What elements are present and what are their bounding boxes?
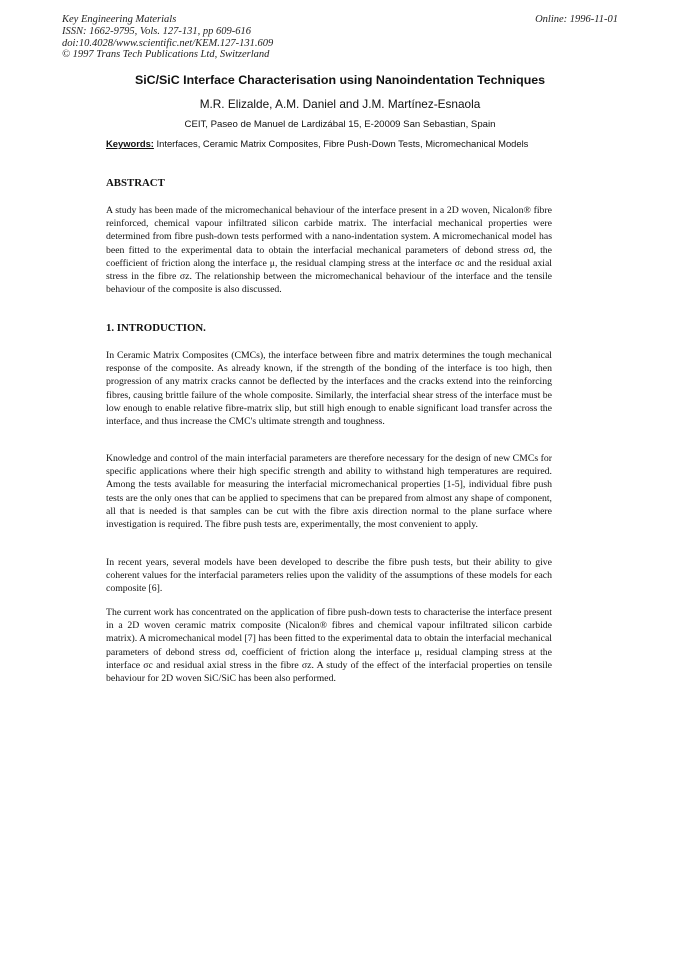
copyright-line: © 1997 Trans Tech Publications Ltd, Switzerland (62, 49, 270, 61)
intro-paragraph-2: Knowledge and control of the main interfacial parameters are therefore necessary for the design of new CMCs for specific applications where their high specific strength and ability to withstand high temperatures are required. Among the tests available for measuring the interfacial micromechanical properties [1-5], individual fibre push tests are the only ones that can be applied to specimens that can be prepared from almost any shape of component, all that is needed is that samples can be cut with the fibre axis direction normal to the plane surface where investigation is required. The fibre push tests are, experimentally, the most convenient to apply. (106, 453, 552, 531)
abstract-text: A study has been made of the micromechanical behaviour of the interface present in a 2D woven, Nicalon® fibre reinforced, chemical vapour infiltrated silicon carbide matrix. The interfacial mechanical properties were determined from fibre push-down tests performed with a nano-indentation system. A micromechanical model has been fitted to the experimental data to obtain the interfacial mechanical parameters of debond stress σd, the coefficient of friction along the interface μ, the residual clamping stress at the interface σc and the residual axial stress in the fibre σz. The relationship between the micromechanical behaviour of the interface and the tensile behaviour of the composite is also discussed. (106, 205, 552, 296)
intro-paragraph-3: In recent years, several models have been developed to describe the fibre push tests, but their ability to give coherent values for the interfacial parameters relies upon the validity of the assumptions of these models for each composite [6]. (106, 557, 552, 595)
introduction-heading: 1. INTRODUCTION. (106, 322, 206, 334)
intro-paragraph-4: The current work has concentrated on the application of fibre push-down tests to characterise the interface present in a 2D woven ceramic matrix composite (Nicalon® fibres and chemical vapour infiltrated silicon carbide matrix). A micromechanical model [7] has been fitted to the experimental data to obtain the interfacial mechanical parameters of debond stress σd, coefficient of friction along the interface μ, residual clamping stress at the interface σc and residual axial stress in the fibre σz. A study of the effect of the interfacial properties on tensile behaviour for 2D woven SiC/SiC has been also performed. (106, 607, 552, 685)
issn-line: ISSN: 1662-9795, Vols. 127-131, pp 609-616 (62, 25, 251, 37)
keywords-block (106, 138, 553, 150)
keywords-label: Keywords: (106, 138, 154, 149)
paper-title: SiC/SiC Interface Characterisation using Nanoindentation Techniques (134, 73, 546, 87)
paper-authors: M.R. Elizalde, A.M. Daniel and J.M. Martínez-Esnaola (199, 97, 481, 111)
abstract-heading: ABSTRACT (106, 177, 165, 189)
keywords-text: Interfaces, Ceramic Matrix Composites, Fibre Push-Down Tests, Micromechanical Models (153, 138, 529, 149)
journal-header (62, 14, 618, 61)
intro-paragraph-1: In Ceramic Matrix Composites (CMCs), the interface between fibre and matrix determines the tough mechanical response of the composite. As already known, if the strength of the bonding of the interface is too high, then progression of any matrix cracks cannot be deflected by the interfaces and the cracks extend into the reinforcing fibres, causing brittle failure of the whole composite. Similarly, the interfacial shear stress of the interface must be low enough to enable relative fibre-matrix slip, but still high enough to enable significant load transfer across the interface, and thus increase the CMC's ultimate strength and toughness. (106, 350, 552, 428)
journal-name: Key Engineering Materials (62, 14, 177, 25)
online-date: Online: 1996-11-01 (535, 14, 618, 25)
doi-line: doi:10.4028/www.scientific.net/KEM.127-131.609 (62, 37, 274, 49)
author-affiliation: CEIT, Paseo de Manuel de Lardizábal 15, E-20009 San Sebastian, Spain (184, 119, 496, 130)
